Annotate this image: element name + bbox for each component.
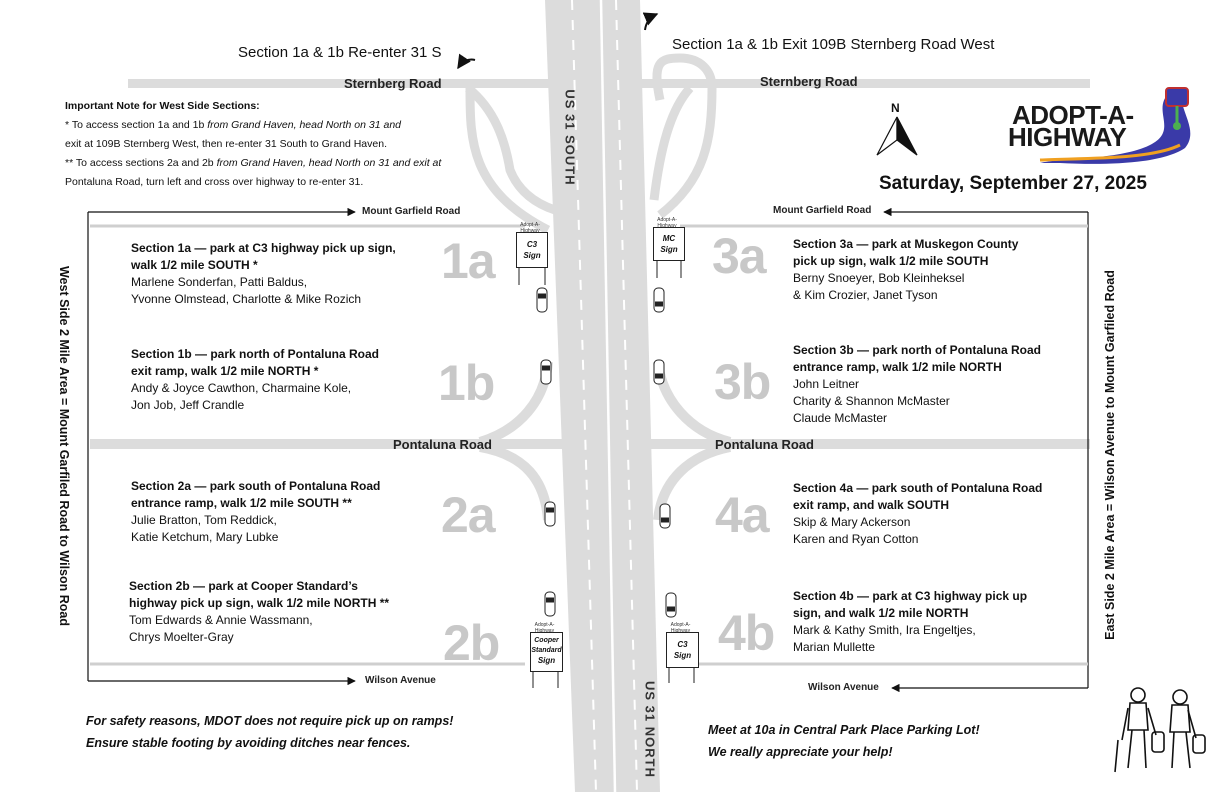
section-4a-title2: exit ramp, and walk SOUTH xyxy=(793,498,950,512)
section-4a-title1: Section 4a — park south of Pontaluna Road xyxy=(793,481,1043,495)
sign-line: Sign xyxy=(660,245,678,254)
car-icon xyxy=(541,360,551,384)
note1-a: * To access section 1a and 1b xyxy=(65,119,208,131)
section-2b-names1: Tom Edwards & Annie Wassmann, xyxy=(129,613,313,627)
event-date: Saturday, September 27, 2025 xyxy=(879,173,1147,194)
sign-line: Cooper xyxy=(534,637,559,644)
section-3b-names3: Claude McMaster xyxy=(793,411,888,425)
highway-label-north: US 31 NORTH xyxy=(642,681,658,778)
sign-line: Sign xyxy=(537,656,556,665)
section-number-3b: 3b xyxy=(714,354,771,410)
footer-right-line1: Meet at 10a in Central Park Place Parking Lot! xyxy=(708,723,980,737)
c3-sign-4b xyxy=(666,622,699,668)
section-4a xyxy=(793,480,1042,548)
section-number-1b: 1b xyxy=(438,355,495,411)
car-icon xyxy=(660,504,670,528)
footer-right-line2: We really appreciate your help! xyxy=(708,745,893,759)
header-reenter: Section 1a & 1b Re-enter 31 S xyxy=(238,44,442,61)
section-number-2a: 2a xyxy=(441,487,495,543)
note2-b: from Grand Haven, head North on 31 and exit at xyxy=(216,157,442,169)
section-3b-title2: entrance ramp, walk 1/2 mile NORTH xyxy=(793,360,1002,374)
section-2b xyxy=(129,578,389,646)
sign-line: Sign xyxy=(673,651,692,660)
section-1a-title2: walk 1/2 mile SOUTH * xyxy=(131,258,258,272)
car-icon xyxy=(654,360,664,384)
section-2a-title1: Section 2a — park south of Pontaluna Road xyxy=(131,479,381,493)
section-1b-names2: Jon Job, Jeff Crandle xyxy=(131,398,245,412)
logo-line2: HIGHWAY xyxy=(1008,122,1127,152)
car-icon xyxy=(545,592,555,616)
section-3a-names1: Berny Snoeyer, Bob Kleinheksel xyxy=(793,271,965,285)
footer-safety xyxy=(86,710,453,754)
section-1b-title1: Section 1b — park north of Pontaluna Road xyxy=(131,347,380,361)
section-3a-names2: & Kim Crozier, Janet Tyson xyxy=(793,288,938,302)
section-4b-title2: sign, and walk 1/2 mile NORTH xyxy=(793,606,969,620)
section-3b-names1: John Leitner xyxy=(793,377,860,391)
section-3a-title1: Section 3a — park at Muskegon County xyxy=(793,237,1019,251)
section-4a-names1: Skip & Mary Ackerson xyxy=(793,515,911,529)
road-label-wilson-east: Wilson Avenue xyxy=(808,682,879,693)
road-label-mount-garfield-east: Mount Garfield Road xyxy=(773,205,872,216)
mc-sign-3a xyxy=(653,217,685,261)
sign-line: C3 xyxy=(526,240,538,249)
road-label-mount-garfield-west: Mount Garfield Road xyxy=(362,206,461,217)
sign-line: Sign xyxy=(523,251,541,260)
car-icon xyxy=(654,288,664,312)
section-3b-names2: Charity & Shannon McMaster xyxy=(793,394,950,408)
section-number-1a: 1a xyxy=(441,233,495,289)
footer-left-line1: For safety reasons, MDOT does not require pick up on ramps! xyxy=(86,714,454,728)
note1-b: from Grand Haven, head North on 31 and xyxy=(207,119,402,131)
section-2b-names2: Chrys Moelter-Gray xyxy=(129,630,234,644)
car-icon xyxy=(666,593,676,617)
section-number-4a: 4a xyxy=(715,487,769,543)
note2-c: Pontaluna Road, turn left and cross over highway to re-enter 31. xyxy=(65,176,364,188)
sign-caption: Adopt-A-Highway xyxy=(657,217,677,229)
header-exit: Section 1a & 1b Exit 109B Sternberg Road West xyxy=(672,36,995,53)
important-notes xyxy=(65,97,441,192)
section-1a-names1: Marlene Sonderfan, Patti Baldus, xyxy=(131,275,308,289)
section-4b-names2: Marian Mullette xyxy=(793,640,876,654)
road-label-sternberg-west: Sternberg Road xyxy=(344,76,442,91)
car-icon xyxy=(537,288,547,312)
section-number-3a: 3a xyxy=(712,228,766,284)
east-side-label: East Side 2 Mile Area = Wilson Avenue to Mount Garfiled Road xyxy=(1103,270,1117,640)
section-1b-title2: exit ramp, walk 1/2 mile NORTH * xyxy=(131,364,319,378)
note2-a: ** To access sections 2a and 2b xyxy=(65,157,217,169)
section-4b xyxy=(793,588,1027,656)
section-3a xyxy=(793,236,1018,304)
sign-caption: Adopt-A-Highway xyxy=(520,222,540,234)
road-label-pontaluna-east: Pontaluna Road xyxy=(715,437,814,452)
sign-line: Standard xyxy=(531,647,562,654)
section-4b-names1: Mark & Kathy Smith, Ira Engeltjes, xyxy=(793,623,976,637)
section-2a xyxy=(131,478,380,546)
road-label-sternberg-east: Sternberg Road xyxy=(760,74,858,89)
section-2a-names1: Julie Bratton, Tom Reddick, xyxy=(131,513,277,527)
cooper-standard-sign-2b xyxy=(530,622,563,672)
road-label-wilson-west: Wilson Avenue xyxy=(365,675,436,686)
logo-line1: ADOPT-A- xyxy=(1012,100,1134,130)
sign-caption: Adopt-A-Highway xyxy=(534,622,555,634)
reenter-arrow-icon xyxy=(458,59,475,68)
sign-caption: Adopt-A-Highway xyxy=(670,622,691,634)
section-1a-names2: Yvonne Olmstead, Charlotte & Mike Rozich xyxy=(131,292,362,306)
section-1b xyxy=(131,346,379,414)
walkers-icon xyxy=(1115,688,1205,772)
section-2b-title1: Section 2b — park at Cooper Standard’s xyxy=(129,579,358,593)
section-2b-title2: highway pick up sign, walk 1/2 mile NORTH ** xyxy=(129,596,390,610)
note1-c: exit at 109B Sternberg West, then re-enter 31 South to Grand Haven. xyxy=(65,138,387,150)
section-2a-title2: entrance ramp, walk 1/2 mile SOUTH ** xyxy=(131,496,352,510)
car-icon xyxy=(545,502,555,526)
exit-arrow-icon xyxy=(645,14,657,30)
sign-line: C3 xyxy=(677,640,688,649)
compass-north-label: N xyxy=(891,101,900,115)
footer-meet xyxy=(708,719,980,763)
highway-label-south: US 31 SOUTH xyxy=(562,89,578,186)
compass-icon xyxy=(877,117,917,155)
section-3a-title2: pick up sign, walk 1/2 mile SOUTH xyxy=(793,254,989,268)
section-3b-title1: Section 3b — park north of Pontaluna Road xyxy=(793,343,1042,357)
section-1a-title1: Section 1a — park at C3 highway pick up sign, xyxy=(131,241,396,255)
section-4b-title1: Section 4b — park at C3 highway pick up xyxy=(793,589,1028,603)
footer-left-line2: Ensure stable footing by avoiding ditches near fences. xyxy=(86,736,411,750)
west-side-label: West Side 2 Mile Area = Mount Garfiled Road to Wilson Road xyxy=(57,265,71,626)
section-4a-names2: Karen and Ryan Cotton xyxy=(793,532,919,546)
section-3b xyxy=(793,342,1041,427)
notes-title: Important Note for West Side Sections: xyxy=(65,100,260,112)
c3-sign-1a xyxy=(516,222,548,268)
section-2a-names2: Katie Ketchum, Mary Lubke xyxy=(131,530,279,544)
section-number-4b: 4b xyxy=(718,605,775,661)
section-1b-names1: Andy & Joyce Cawthon, Charmaine Kole, xyxy=(131,381,352,395)
road-label-pontaluna-west: Pontaluna Road xyxy=(393,437,492,452)
section-number-2b: 2b xyxy=(443,615,500,671)
sign-line: MC xyxy=(662,234,676,243)
section-1a xyxy=(131,240,396,308)
